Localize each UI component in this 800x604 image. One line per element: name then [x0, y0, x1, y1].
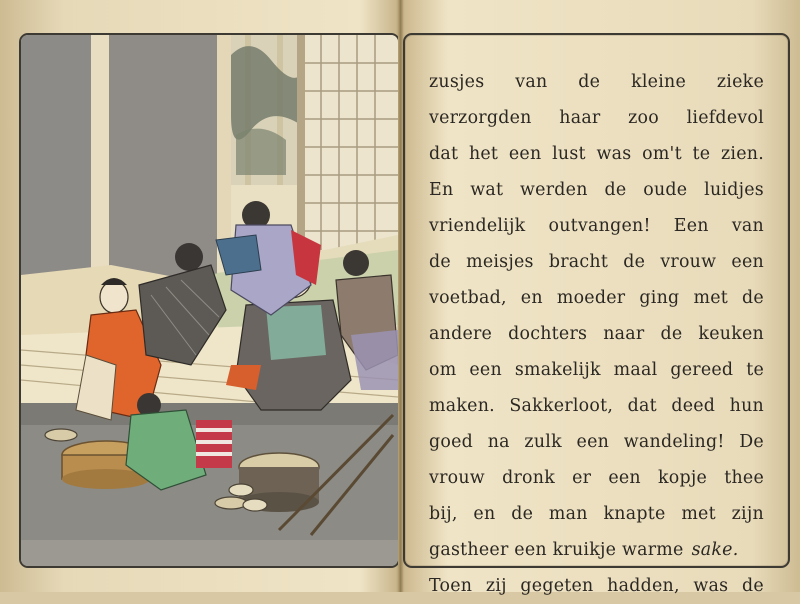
right-page	[401, 0, 800, 596]
woodblock-illustration	[21, 35, 398, 566]
word: bracht	[548, 252, 609, 272]
word: na	[487, 432, 510, 452]
illustration-frame	[19, 33, 400, 568]
text-frame	[403, 33, 790, 596]
word: de	[623, 252, 646, 272]
word: een	[608, 468, 641, 488]
text-line	[429, 172, 764, 208]
word: maken.	[429, 396, 495, 416]
word: moeder	[556, 288, 626, 308]
text-line	[429, 280, 764, 316]
story-text	[429, 64, 764, 604]
word: was	[596, 144, 632, 164]
word: naar	[603, 324, 645, 344]
word: meisjes	[466, 252, 534, 272]
text-line-start: gastheer een kruikje warme	[429, 540, 684, 560]
text-line	[429, 208, 764, 244]
text-line	[429, 568, 764, 604]
word: De	[739, 432, 764, 452]
word: en	[473, 504, 496, 524]
word: deed	[671, 396, 716, 416]
text-line	[429, 244, 764, 280]
center-wall	[109, 35, 217, 285]
word: te	[692, 144, 711, 164]
word: vrouw	[660, 252, 717, 272]
word: smakelijk	[514, 360, 601, 380]
word: lust	[552, 144, 586, 164]
word: te	[746, 360, 764, 380]
word: vriendelijk	[429, 216, 526, 236]
word: hun	[729, 396, 764, 416]
word: keuken	[698, 324, 764, 344]
word: dat	[627, 396, 657, 416]
text-line	[429, 64, 764, 100]
word: Sakkerloot,	[509, 396, 614, 416]
text-line	[429, 496, 764, 532]
word: zij	[485, 576, 507, 596]
word: liefdevol	[686, 108, 764, 128]
word: een	[731, 252, 764, 272]
word: hadden,	[607, 576, 680, 596]
word: dat	[429, 144, 459, 164]
word: de	[578, 72, 601, 92]
word: zoo	[628, 108, 659, 128]
word: zulk	[524, 432, 562, 452]
word: van	[515, 72, 548, 92]
word: zieke	[716, 72, 764, 92]
word: een	[469, 360, 502, 380]
word: zusjes	[429, 72, 485, 92]
word: goed	[429, 432, 474, 452]
shoji-screen	[303, 35, 398, 250]
text-line	[429, 352, 764, 388]
word: verzorgden	[429, 108, 532, 128]
text-line	[429, 316, 764, 352]
word: andere	[429, 324, 493, 344]
word: werden	[520, 180, 588, 200]
text-line-with-italic	[429, 532, 764, 568]
text-line	[429, 388, 764, 424]
word: luidjes	[704, 180, 764, 200]
word: om	[429, 360, 457, 380]
text-line	[429, 460, 764, 496]
word: thee	[724, 468, 764, 488]
word: vrouw	[429, 468, 485, 488]
text-line	[429, 100, 764, 136]
italic-word: sake.	[691, 540, 739, 560]
word: de	[742, 288, 764, 308]
word: bij,	[429, 504, 458, 524]
word: maal	[613, 360, 658, 380]
word: haar	[559, 108, 601, 128]
word: kopje	[658, 468, 708, 488]
word: en	[520, 288, 543, 308]
word: met	[681, 504, 716, 524]
word: om't	[642, 144, 682, 164]
word: kleine	[631, 72, 687, 92]
word: man	[548, 504, 588, 524]
word: dronk	[502, 468, 555, 488]
word: een	[508, 144, 542, 164]
left-page	[0, 0, 400, 592]
word: ging	[639, 288, 680, 308]
word: voetbad,	[429, 288, 507, 308]
word: knapte	[603, 504, 666, 524]
word: het	[468, 144, 499, 164]
word: Toen	[429, 576, 473, 596]
word: was	[693, 576, 729, 596]
word: wat	[470, 180, 504, 200]
word: de	[742, 576, 764, 596]
word: zien.	[720, 144, 764, 164]
word: outvangen!	[548, 216, 651, 236]
word: de	[660, 324, 683, 344]
word: gegeten	[520, 576, 594, 596]
word: een	[576, 432, 610, 452]
word: de	[511, 504, 534, 524]
word: dochters	[508, 324, 588, 344]
word: zijn	[731, 504, 764, 524]
word: er	[572, 468, 592, 488]
word: Een	[673, 216, 709, 236]
word: de	[604, 180, 627, 200]
word: van	[731, 216, 764, 236]
word: met	[693, 288, 728, 308]
word: wandeling!	[623, 432, 725, 452]
word: oude	[643, 180, 688, 200]
word: de	[429, 252, 451, 272]
word: En	[429, 180, 454, 200]
word: gereed	[670, 360, 734, 380]
text-line	[429, 136, 764, 172]
text-line	[429, 424, 764, 460]
